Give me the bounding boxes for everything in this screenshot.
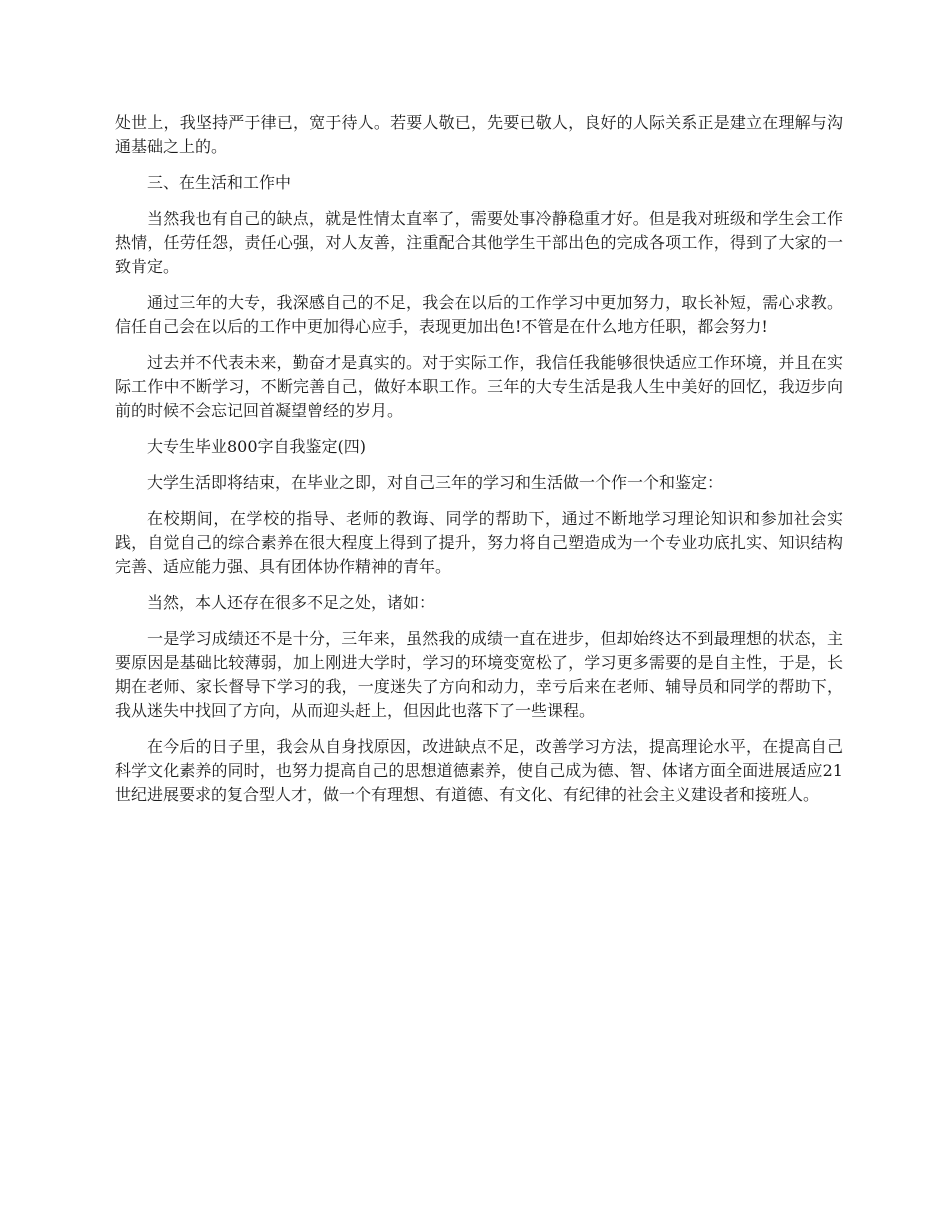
paragraph: 在今后的日子里，我会从自身找原因，改进缺点不足，改善学习方法，提高理论水平，在提高自己科学文化素养的同时，也努力提高自己的思想道德素养，使自己成为德、智、体诸方面全面进展适应21世纪进展要求的复合型人才，做一个有理想、有道德、有文化、有纪律的社会主义建设者和接班人。 [115,737,843,804]
paragraph: 大学生活即将结束，在毕业之即，对自己三年的学习和生活做一个作一个和鉴定： [147,473,724,492]
paragraph: 当然，本人还存在很多不足之处，诸如： [147,593,436,612]
paragraph: 一是学习成绩还不是十分，三年来，虽然我的成绩一直在进步，但却始终达不到最理想的状态，主要原因是基础比较薄弱，加上刚进大学时，学习的环境变宽松了，学习更多需要的是自主性，于是，长期在老师、家长督导下学习的我，一度迷失了方向和动力，幸亏后来在老师、辅导员和同学的帮助下，我从迷失中找回了方向，从而迎头赶上，但因此也落下了一些课程。 [115,629,843,720]
paragraph: 过去并不代表未来，勤奋才是真实的。对于实际工作，我信任我能够很快适应工作环境，并且在实际工作中不断学习，不断完善自己，做好本职工作。三年的大专生活是我人生中美好的回忆，我迈步向前的时候不会忘记回首凝望曾经的岁月。 [115,353,843,420]
paragraph: 在校期间，在学校的指导、老师的教诲、同学的帮助下，通过不断地学习理论知识和参加社会实践，自觉自己的综合素养在很大程度上得到了提升，努力将自己塑造成为一个专业功底扎实、知识结构完善、适应能力强、具有团体协作精神的青年。 [115,509,843,576]
section-heading-life-work: 三、在生活和工作中 [147,173,292,192]
section-title: 大专生毕业800字自我鉴定(四) [147,437,367,456]
paragraph: 通过三年的大专，我深感自己的不足，我会在以后的工作学习中更加努力，取长补短，需心求教。信任自己会在以后的工作中更加得心应手，表现更加出色!不管是在什么地方任职，都会努力! [115,293,843,336]
paragraph-intro: 处世上，我坚持严于律已，宽于待人。若要人敬已，先要已敬人，良好的人际关系正是建立在理解与沟通基础之上的。 [115,113,843,156]
document-body [115,111,843,819]
paragraph: 当然我也有自己的缺点，就是性情太直率了，需要处事冷静稳重才好。但是我对班级和学生会工作热情，任劳任怨，责任心强，对人友善，注重配合其他学生干部出色的完成各项工作，得到了大家的一致肯定。 [115,209,843,276]
